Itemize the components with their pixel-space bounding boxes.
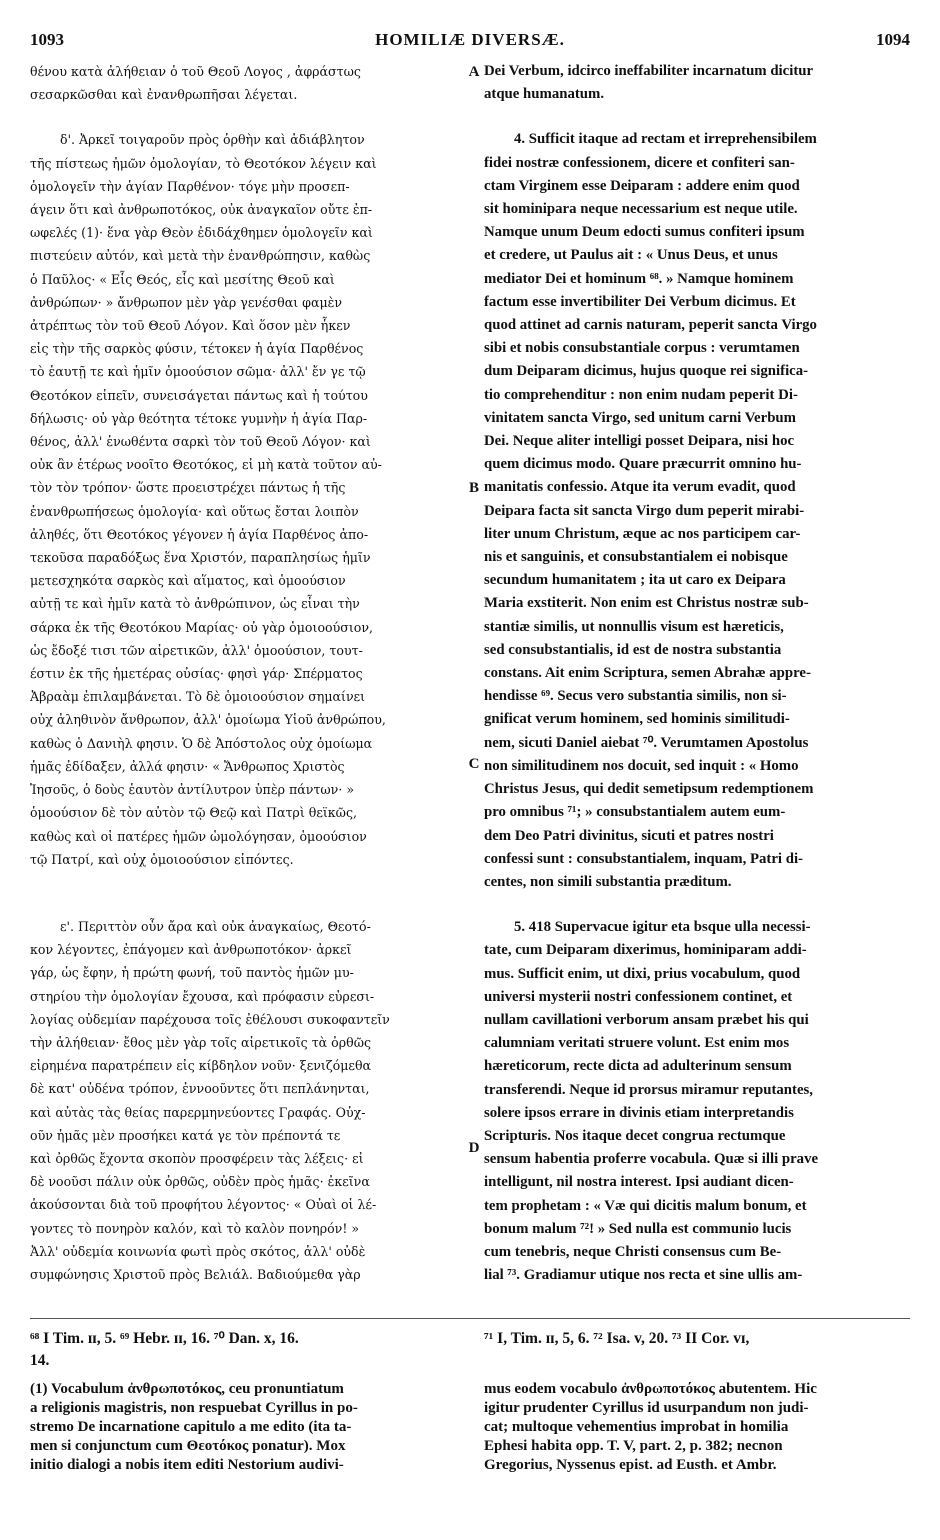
greek-text-line: καθὼς ὁ Δανιὴλ φησιν. Ὁ δὲ Ἀπόστολος οὐχ ὁμοίωμα (30, 735, 373, 751)
greek-text-line: Ἰησοῦς, ὁ δοὺς ἑαυτὸν ἀντίλυτρον ὑπὲρ πάντων· » (30, 782, 355, 798)
latin-text-line: Maria exstiterit. Non enim est Christus nostræ sub- (484, 595, 809, 612)
latin-text-line: hendisse ⁶⁹. Secus vero substantia similis, non si- (484, 688, 787, 705)
latin-text-line: mus. Sufficit enim, ut dixi, prius vocabulum, quod (484, 965, 801, 982)
latin-text-line: secundum humanitatem ; ita ut caro ex Deipara (484, 572, 786, 589)
greek-text-line: λογίας οὐδεμίαν παρέχουσα τοῖς ἐθέλουσι συκοφαντεῖν (30, 1011, 390, 1027)
footnote-line: a religionis magistris, non respuebat Cyrillus in po- (30, 1400, 358, 1416)
greek-text-line: Ἀλλ' οὐδεμία κοινωνία φωτὶ πρὸς σκότος, ἀλλ' οὐδὲ (30, 1243, 366, 1259)
greek-text-line: Ἀβραὰμ ἐπιλαμβάνεται. Τὸ δὲ ὁμοιοούσιον σημαίνει (30, 689, 366, 705)
greek-text-line: ε'. Περιττὸν οὖν ἄρα καὶ οὐκ ἀναγκαίως, Θεοτό- (60, 918, 371, 934)
greek-text-line: πιστεύειν αὐτόν, καὶ μετὰ τὴν ἐνανθρώπησιν, καθὼς (30, 248, 371, 264)
latin-text-line: solere ipsos errare in divinis etiam interpretandis (484, 1104, 794, 1121)
greek-text-line: οὐχ ἀληθινὸν ἄνθρωπον, ἀλλ' ὁμοίωμα Υἱοῦ ἀνθρώπου, (30, 712, 386, 728)
latin-text-line: nem, sicuti Daniel aiebat ⁷⁰. Verumtamen Apostolus (484, 734, 809, 751)
latin-text-line: mediator Dei et hominum ⁶⁸. » Namque hominem (484, 270, 794, 287)
greek-text-line: ἡμᾶς ἐδίδαξεν, ἀλλά φησιν· « Ἄνθρωπος Χριστὸς (30, 758, 345, 774)
latin-text-line: lial ⁷³. Gradiamur utique nos recta et sine ullis am- (484, 1267, 803, 1284)
greek-text-line (30, 106, 462, 128)
greek-text-line: καὶ αὐτὰς τὰς θείας παρερμηνεύοντες Γραφάς. Οὐχ- (30, 1104, 366, 1120)
latin-text-line: manitatis confessio. Atque ita verum evadit, quod (484, 479, 796, 496)
scripture-references-left (30, 1328, 462, 1372)
greek-text-line: καὶ ὀρθῶς ἔχοντα σκοπὸν προσφέρειν τὰς λέξεις· εἰ (30, 1150, 364, 1166)
margin-marker-d: D (468, 1140, 480, 1156)
greek-text-line: οῦν ἡμᾶς μὲν προσήκει κατά γε τὸν πρέποντά τε (30, 1127, 341, 1143)
greek-text-line: γοντες τὸ πονηρὸν καλόν, καὶ τὸ καλὸν πονηρόν! » (30, 1220, 360, 1236)
greek-text-line: οὐκ ἂν ἑτέρως νοοῖτο Θεοτόκος, εἰ μὴ κατὰ τοῦτον αὐ- (30, 457, 382, 473)
greek-text-line: ἀληθές, ὅτι Θεοτόκος γέγονεν ἡ ἁγία Παρθένος ἀπο- (30, 526, 369, 542)
latin-text-line: cum tenebris, neque Christi consensus cum Be- (484, 1243, 782, 1260)
latin-text-line: transferendi. Neque id prorsus miramur reputantes, (484, 1081, 813, 1098)
greek-text-line: ὁ Παῦλος· « Εἷς Θεός, εἷς καὶ μεσίτης Θεοῦ καὶ (30, 271, 335, 287)
greek-text-line: αὐτῇ τε καὶ ἡμῖν κατὰ τὸ ἀνθρώπινον, ὡς εἶναι τὴν (30, 596, 360, 612)
footnote-left (30, 1380, 462, 1475)
latin-text-line: tio comprehenditur : non enim nudam peperit Di- (484, 386, 798, 403)
greek-text-line: τῷ Πατρί, καὶ οὐχ ὁμοιοούσιον εἰπόντες. (30, 851, 294, 867)
latin-text-line: ctam Virginem esse Deiparam : addere enim quod (484, 177, 800, 194)
latin-text-line: nis et sanguinis, et consubstantialem ei nobisque (484, 549, 788, 566)
greek-text-line: δὲ νοοῦσι πάλιν οὐκ ὀρθῶς, οὐδὲν πρὸς ἡμᾶς· ἐκεῖνα (30, 1174, 370, 1190)
right-page-number: 1094 (876, 30, 910, 49)
latin-text-line (484, 106, 916, 128)
running-header (30, 30, 910, 56)
greek-text-line: δὲ κατ' οὐδένα τρόπον, ἐννοοῦντες ὅτι πεπλάνηνται, (30, 1081, 370, 1097)
greek-text-line: ὁμοούσιον δὲ τὸν αὐτὸν τῷ Θεῷ καὶ Πατρὶ θεϊκῶς, (30, 805, 358, 821)
latin-text-line: factum esse invertibiliter Dei Verbum dicimus. Et (484, 293, 796, 310)
latin-text-line: sit hominipara neque necessarium est neque utile. (484, 201, 798, 218)
footnote-right (484, 1380, 916, 1475)
latin-text-line: 5. 418 Supervacue igitur eta bsque ulla necessi- (514, 919, 811, 936)
greek-text-line: τεκοῦσα παραδόξως ἕνα Χριστόν, παραπλησίως ἡμῖν (30, 550, 371, 566)
scripture-note-line: 14. (30, 1352, 50, 1369)
greek-text-line: ἐνανθρωπήσεως ὁμολογία· καὶ οὕτως ἔσται λοιπὸν (30, 503, 359, 519)
latin-text-line: Namque unum Deum edocti sumus confiteri ipsum (484, 224, 805, 241)
latin-text-line: pro omnibus ⁷¹; » consubstantialem autem eum- (484, 804, 786, 821)
footnote-line: stremo De incarnatione capitulo a me edito (ita ta- (30, 1419, 352, 1435)
latin-text-line: quod attinet ad carnis naturam, peperit sancta Virgo (484, 317, 817, 334)
greek-text-line: θένος, ἀλλ' ἑνωθέντα σαρκὶ τὸν τοῦ Θεοῦ Λόγον· καὶ (30, 434, 371, 450)
margin-marker-b: B (468, 480, 479, 496)
scripture-note-line: ⁷¹ I, Tim. ɪɪ, 5, 6. ⁷² Isa. v, 20. ⁷³ II Cor. vɪ, (484, 1330, 750, 1347)
footnote-line: igitur prudenter Cyrillus id usurpandum non judi- (484, 1400, 809, 1416)
greek-text-line: τῆς πίστεως ἡμῶν ὁμολογίαν, τὸ Θεοτόκον λέγειν καὶ (30, 155, 377, 171)
greek-text-line: ωφελές (1)· ἕνα γὰρ Θεὸν ἐδιδάχθημεν ὁμολογεῖν καὶ (30, 225, 373, 241)
footnote-line: Ephesi habita opp. T. V, part. 2, p. 382; necnon (484, 1438, 783, 1454)
footnote-line: (1) Vocabulum ἀνθρωποτόκος, ceu pronuntiatum (30, 1381, 344, 1397)
latin-text-line: Deipara facta sit sancta Virgo dum peperit mirabi- (484, 502, 805, 519)
latin-text-line: tate, cum Deiparam dixerimus, hominiparam addi- (484, 942, 807, 959)
latin-text-line: quem dicimus modo. Quare præcurrit omnino hu- (484, 456, 802, 473)
latin-text-line: hæreticorum, recte dicta ad adulterinum sensum (484, 1058, 792, 1075)
latin-text-line: liter unum Christum, æque ac nos participem car- (484, 525, 801, 542)
greek-text-line: τὸ ἑαυτῇ τε καὶ ἡμῖν ὁμοούσιον σῶμα· ἀλλ' ἔν γε τῷ (30, 364, 366, 380)
greek-text-line: σεσαρκῶσθαι καὶ ἐνανθρωπῆσαι λέγεται. (30, 87, 298, 103)
latin-text-line (484, 894, 916, 916)
greek-text-line: έστιν ἐκ τῆς ἡμετέρας οὐσίας· φησὶ γάρ· Σπέρματος (30, 666, 363, 682)
greek-text-line: θένου κατὰ ἀλήθειαν ὁ τοῦ Θεοῦ Λογος , ἀφράστως (30, 64, 361, 79)
latin-text-line: dem Deo Patri divinitus, sicuti et patres nostri (484, 827, 774, 844)
latin-text-line: intelligunt, nil nostra interest. Ipsi audiant dicen- (484, 1174, 794, 1191)
latin-text-line: tem prophetam : « Væ qui dicitis malum bonum, et (484, 1197, 807, 1214)
latin-text-line: Dei Verbum, idcirco ineffabiliter incarnatum dicitur (484, 63, 814, 79)
latin-text-line: Christus Jesus, qui dedit semetipsum redemptionem (484, 781, 814, 798)
greek-text-line: καθὼς καὶ οἱ πατέρες ἡμῶν ὡμολόγησαν, ὁμοούσιον (30, 828, 367, 844)
greek-text-line (30, 893, 462, 915)
scripture-references-right (484, 1328, 916, 1350)
greek-text-line: τὸν τὸν τρόπον· ὥστε προειστρέχει πάντως ἡ τῆς (30, 480, 346, 496)
latin-text-line: 4. Sufficit itaque ad rectam et irreprehensibilem (514, 131, 817, 148)
greek-text-line: ἀτρέπτως τὸν τοῦ Θεοῦ Λόγον. Καὶ ὅσον μὲν ἧκεν (30, 318, 351, 334)
latin-text-line: confessi sunt : consubstantialem, inquam, Patri di- (484, 850, 803, 867)
latin-text-line: constans. Ait enim Scriptura, semen Abrahæ appre- (484, 665, 811, 682)
greek-text-line: δήλωσις· οὐ γὰρ θεότητα τέτοκε γυμνὴν ἡ ἁγία Παρ- (30, 410, 368, 426)
margin-marker-a: A (468, 64, 480, 80)
scripture-note-line: ⁶⁸ I Tim. ɪɪ, 5. ⁶⁹ Hebr. ɪɪ, 16. ⁷⁰ Dan. x, 16. (30, 1330, 299, 1347)
greek-text-line: κον λέγοντες, ἐπάγομεν καὶ ἀνθρωποτόκον· ἀρκεῖ (30, 942, 352, 958)
greek-text-line: τὴν ἀλήθειαν· ἔθος μὲν γὰρ τοῖς αἱρετικοῖς τὰ ὀρθῶς (30, 1034, 372, 1050)
running-title: HOMILIÆ DIVERSÆ. (375, 30, 565, 49)
latin-text-column (484, 60, 916, 1287)
greek-text-line: ἀκούσονται διὰ τοῦ προφήτου λέγοντος· « Οὐαὶ οἱ λέ- (30, 1197, 377, 1213)
latin-text-line: universi mysterii nostri confessionem continet, et (484, 988, 793, 1005)
greek-text-line: ὡς ἔδοξέ τισι τῶν αἱρετικῶν, ἀλλ' ὁμοούσιον, τουτ- (30, 642, 363, 658)
latin-text-line: dum Deiparam dicimus, hujus quoque rei significa- (484, 363, 809, 380)
footnote-divider (30, 1318, 910, 1319)
latin-text-line: vinitatem sancta Virgo, sed unitum carni Verbum (484, 409, 796, 426)
greek-text-line: άγειν ὅτι καὶ ἀνθρωποτόκος, οὐκ ἀναγκαῖον οὔτε ἐπ- (30, 202, 373, 218)
latin-text-line: sensum habentia proferre vocabula. Quæ si illi prave (484, 1151, 819, 1168)
greek-text-line: συμφώνησις Χριστοῦ πρὸς Βελιάλ. Βαδιούμεθα γὰρ (30, 1266, 361, 1282)
latin-text-line: non similitudinem nos docuit, sed inquit : « Homo (484, 757, 799, 774)
greek-text-line: ἀνθρώπων· » ἄνθρωπον μὲν γὰρ γενέσθαι φαμὲν (30, 294, 343, 310)
latin-text-line: bonum malum ⁷²! » Sed nulla est communio lucis (484, 1220, 792, 1237)
left-page-number: 1093 (30, 30, 64, 49)
latin-text-line: calumniam veritati struere volunt. Est enim mos (484, 1035, 790, 1052)
latin-text-line: Dei. Neque aliter intelligi posset Deipara, nisi hoc (484, 433, 795, 450)
footnote-line: mus eodem vocabulo ἀνθρωποτόκος abutentem. Hic (484, 1381, 817, 1397)
footnote-line: cat; multoque vehementius improbat in homilia (484, 1419, 789, 1435)
greek-text-line: ὁμολογεῖν τὴν ἁγίαν Παρθένον· τόγε μὴν προσεπ- (30, 178, 350, 194)
latin-text-line: nullam cavillationi verborum ansam præbet his qui (484, 1011, 809, 1028)
greek-text-line: εἰς τὴν τῆς σαρκὸς φύσιν, τέτοκεν ἡ ἁγία Παρθένος (30, 341, 364, 357)
greek-text-line: δ'. Ἀρκεῖ τοιγαροῦν πρὸς ὀρθὴν καὶ ἀδιάβλητον (60, 132, 365, 148)
latin-text-line: stantiæ similis, ut nonnullis visum est hæreticis, (484, 618, 784, 635)
footnote-line: men si conjunctum cum Θεοτόκος ponatur). Mox (30, 1438, 346, 1454)
latin-text-line: fidei nostræ confessionem, dicere et confiteri san- (484, 154, 795, 171)
latin-text-line: centes, non simili substantia præditum. (484, 873, 732, 890)
greek-text-line (30, 871, 462, 893)
margin-marker-c: C (468, 756, 480, 772)
latin-text-line: sibi et nobis consubstantiale corpus : verumtamen (484, 340, 800, 357)
greek-text-column (30, 60, 462, 1286)
latin-text-line: et credere, ut Paulus ait : « Unus Deus, et unus (484, 247, 778, 264)
greek-text-line: στηρίου τὴν ὁμολογίαν ἔχουσα, καὶ πρόφασιν εὑρεσι- (30, 988, 375, 1004)
greek-text-line: μετεσχηκότα σαρκὸς καὶ αἵματος, καὶ ὁμοούσιον (30, 573, 346, 589)
footnote-line: initio dialogi a nobis item editi Nestorium audivi- (30, 1457, 344, 1473)
footnote-line: Gregorius, Nyssenus epist. ad Eusth. et Ambr. (484, 1457, 777, 1473)
latin-text-line: atque humanatum. (484, 86, 605, 103)
greek-text-line: εἰρημένα παρατρέπειν εἰς κίβδηλον νοῦν· ξενιζόμεθα (30, 1058, 372, 1074)
latin-text-line: Scripturis. Nos itaque decet congrua rectumque (484, 1127, 786, 1144)
greek-text-line: Θεοτόκον εἰπεῖν, συνεισάγεται πάντως καὶ ἡ τούτου (30, 387, 368, 403)
greek-text-line: γάρ, ὡς ἔφην, ἡ πρώτη φωνή, τοῦ παντὸς ἡμῶν μυ- (30, 965, 354, 981)
latin-text-line: sed consubstantialis, id est de nostra substantia (484, 641, 782, 658)
greek-text-line: σάρκα ἐκ τῆς Θεοτόκου Μαρίας· οὐ γὰρ ὁμοιοούσιον, (30, 619, 374, 635)
latin-text-line: gnificat verum hominem, sed hominis similitudi- (484, 711, 790, 728)
